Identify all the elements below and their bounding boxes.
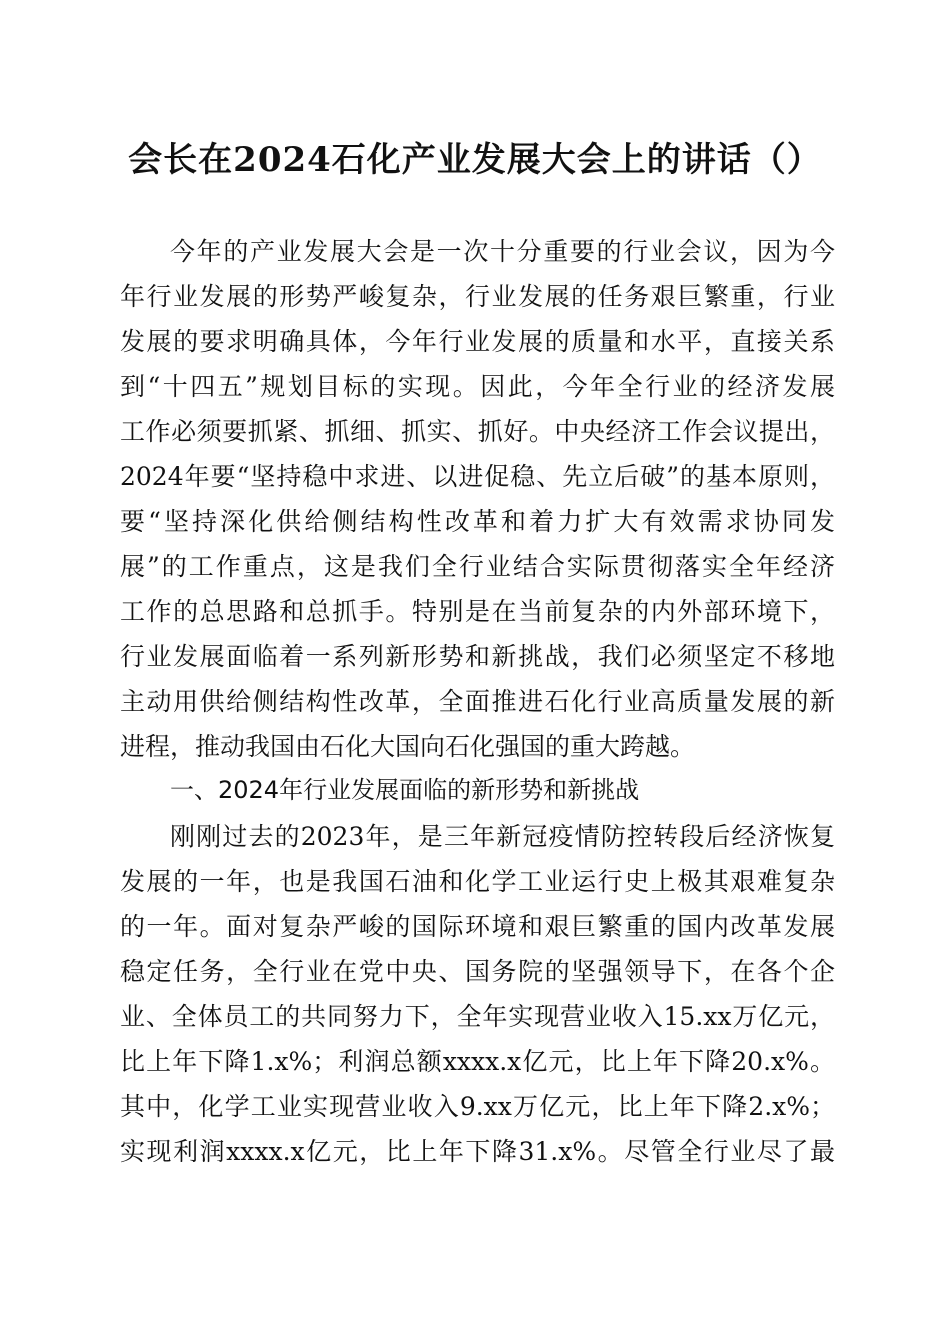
paragraph-1-line-7: 要“坚持深化供给侧结构性改革和着力扩大有效需求协同发 — [120, 507, 835, 536]
paragraph-1-line-4: 到“十四五”规划目标的实现。因此，今年全行业的经济发展 — [120, 372, 835, 401]
document-title: 会长在2024石化产业发展大会上的讲话（） — [128, 140, 822, 180]
paragraph-2-line-7: 其中，化学工业实现营业收入9.xx万亿元，比上年下降2.x%； — [120, 1092, 835, 1121]
paragraph-2-line-1: 刚刚过去的2023年，是三年新冠疫情防控转段后经济恢复 — [170, 822, 835, 851]
paragraph-1-line-2: 年行业发展的形势严峻复杂，行业发展的任务艰巨繁重，行业 — [120, 282, 835, 311]
paragraph-2-line-6: 比上年下降1.x%；利润总额xxxx.x亿元，比上年下降20.x%。 — [120, 1047, 835, 1076]
paragraph-2-line-4: 稳定任务，全行业在党中央、国务院的坚强领导下，在各个企 — [120, 957, 835, 986]
paragraph-2-line-5: 业、全体员工的共同努力下，全年实现营业收入15.xx万亿元， — [120, 1002, 835, 1031]
paragraph-1-line-11: 主动用供给侧结构性改革，全面推进石化行业高质量发展的新 — [120, 687, 835, 716]
paragraph-1-line-6: 2024年要“坚持稳中求进、以进促稳、先立后破”的基本原则， — [120, 462, 835, 491]
paragraph-1-line-9: 工作的总思路和总抓手。特别是在当前复杂的内外部环境下， — [120, 597, 835, 626]
paragraph-1-line-12: 进程，推动我国由石化大国向石化强国的重大跨越。 — [120, 732, 696, 761]
paragraph-2-line-2: 发展的一年，也是我国石油和化学工业运行史上极其艰难复杂 — [120, 867, 835, 896]
paragraph-1-line-1: 今年的产业发展大会是一次十分重要的行业会议，因为今 — [170, 237, 835, 266]
paragraph-1-line-10: 行业发展面临着一系列新形势和新挑战，我们必须坚定不移地 — [120, 642, 835, 671]
paragraph-2-line-8: 实现利润xxxx.x亿元，比上年下降31.x%。尽管全行业尽了最 — [120, 1137, 835, 1166]
paragraph-1-line-3: 发展的要求明确具体，今年行业发展的质量和水平，直接关系 — [120, 327, 835, 356]
paragraph-2-line-3: 的一年。面对复杂严峻的国际环境和艰巨繁重的国内改革发展 — [120, 912, 835, 941]
paragraph-1-line-5: 工作必须要抓紧、抓细、抓实、抓好。中央经济工作会议提出， — [120, 417, 835, 446]
section-heading: 一、2024年行业发展面临的新形势和新挑战 — [170, 776, 640, 804]
paragraph-1-line-8: 展”的工作重点，这是我们全行业结合实际贯彻落实全年经济 — [120, 552, 835, 581]
